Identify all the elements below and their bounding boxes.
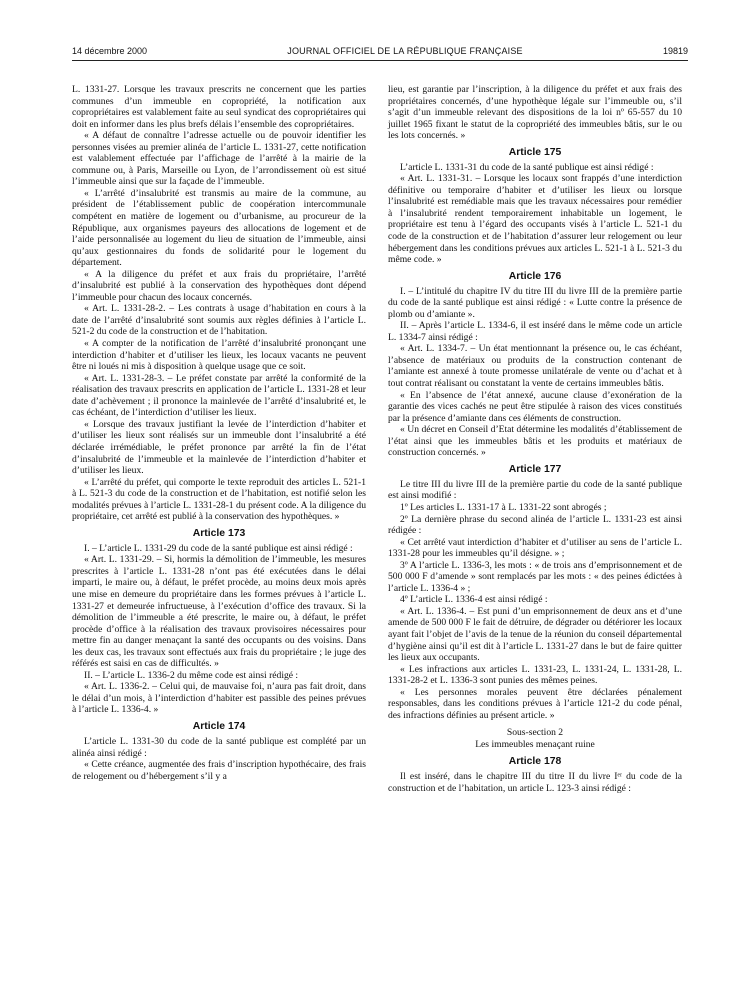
right-column: [388, 84, 682, 794]
article-heading-175: Article 175: [508, 146, 562, 158]
paragraph: « L’arrêté d’insalubrité est transmis au maire de la commune, au président de l’établissement public de coopération intercommunale compétent en matière de logement ou d’urbanisme, au procureur de la République, aux organismes payeurs des allocations de logement et de l’aide personnalisée au logement du lieu de situation de l’immeuble, ainsi qu’aux gestionnaires du fonds de solidarité pour le logement du département.: [72, 187, 366, 269]
article-heading-173: Article 173: [192, 527, 246, 539]
paragraph: « Art. L. 1336-4. – Est puni d’un emprisonnement de deux ans et d’une amende de 500 000 F le fait de détruire, de dégrader ou détériorer les locaux ayant fait l’objet de l’avis de la tenue de la réunion du conseil départemental d’hygiène ainsi qu’il est dit à l’article L. 1331-27 dans le but de faire quitter les lieux aux occupants.: [388, 605, 682, 664]
paragraph: « L’arrêté du préfet, qui comporte le texte reproduit des articles L. 521-1 à L. 521-3 du code de la construction et de l’habitation, est notifié selon les modalités prévues à l’article L. 1331-28-1 du présent code. A la diligence du propriétaire, cet arrêté est publié à la conservation des hypothèques. »: [72, 476, 366, 523]
article-heading-176: Article 176: [508, 270, 562, 282]
paragraph: « Art. L. 1336-2. – Celui qui, de mauvaise foi, n’aura pas fait droit, dans le délai d’un mois, à l’interdiction d’habiter est passible des peines prévues à l’article L. 1336-4. »: [72, 681, 366, 716]
paragraph: « Art. L. 1331-28-2. – Les contrats à usage d’habitation en cours à la date de l’arrêté d’insalubrité sont soumis aux règles définies à l’article L. 521-2 du code de la construction et de l’habitation.: [72, 303, 366, 338]
paragraph: Il est inséré, dans le chapitre III du titre II du livre Iᵉʳ du code de la construction et de l’habitation, un article L. 123-3 ainsi rédigé :: [388, 771, 682, 794]
paragraph: « Un décret en Conseil d’Etat détermine les modalités d’établissement de l’état ainsi que les immeubles bâtis et les produits et matériaux de construction concernés. »: [388, 424, 682, 459]
paragraph: L’article L. 1331-30 du code de la santé publique est complété par un alinéa ainsi rédigé :: [72, 735, 366, 759]
paragraph: lieu, est garantie par l’inscription, à la diligence du préfet et aux frais des propriétaires concernés, d’une hypothèque légale sur l’immeuble ou, s’il s’agit d’un immeuble relevant des dispositions de la loi nº 65-557 du 10 juillet 1965 fixant le statut de la copropriété des immeubles bâtis, sur le ou les lots concernés. »: [388, 84, 682, 142]
paragraph: « A compter de la notification de l’arrêté d’insalubrité prononçant une interdiction d’habiter et d’utiliser les lieux, les locaux vacants ne peuvent être ni loués ni mis à disposition à quelque usage que ce soit.: [72, 338, 366, 373]
page-header: [72, 44, 688, 58]
paragraph: « A défaut de connaître l’adresse actuelle ou de pouvoir identifier les personnes visées au premier alinéa de l’article L. 1331-27, cette notification est valablement effectuée par l’affichage de l’arrêté à la mairie de la commune ou, à Paris, Marseille ou Lyon, de l’arrondissement où est situé l’immeuble ainsi que sur la façade de l’immeuble.: [72, 130, 366, 188]
paragraph: « Art. L. 1331-28-3. – Le préfet constate par arrêté la conformité de la réalisation des travaux prescrits en application de l’article L. 1331-28 et leur date d’achèvement ; il prononce la mainlevée de l’arrêté d’insalubrité et, le cas échéant, de l’interdiction d’utiliser les lieux.: [72, 372, 366, 419]
paragraph: « A la diligence du préfet et aux frais du propriétaire, l’arrêté d’insalubrité est publié à la conservation des hypothèques dont dépend l’immeuble pour chacun des locaux concernés.: [72, 268, 366, 303]
paragraph: « Art. L. 1331-29. – Si, hormis la démolition de l’immeuble, les mesures prescrites à l’article L. 1331-28 n’ont pas été exécutées dans le délai imparti, le maire ou, à défaut, le préfet procède, au moins deux mois après une mise en demeure du propriétaire dans les formes prévues à l’article L. 1331-27 et demeurée infructueuse, à l’exécution d’office des travaux. Si la démolition de l’immeuble a été prescrite, le maire ou, à défaut, le préfet procède d’office à la réalisation des travaux provisoires nécessaires pour mettre fin au danger menaçant la santé des occupants ou des voisins. Dans les deux cas, les travaux sont effectués aux frais du propriétaire ; le juge des référés est saisi en cas de difficultés. »: [72, 554, 366, 670]
paragraph: « Les personnes morales peuvent être déclarées pénalement responsables, dans les conditions prévues à l’article 121-2 du code pénal, des infractions définies au présent article. »: [388, 686, 682, 721]
article-heading-177: Article 177: [508, 463, 562, 475]
paragraph: Le titre III du livre III de la première partie du code de la santé publique est ainsi modifié :: [388, 478, 682, 502]
header-page-number: 19819: [662, 46, 688, 56]
header-date: 14 décembre 2000: [72, 46, 148, 56]
paragraph: « Art. L. 1331-31. – Lorsque les locaux sont frappés d’une interdiction définitive ou temporaire d’habiter et d’utiliser les lieux ou lorsque l’insalubrité est remédiable mais que les travaux nécessaires pour remédier à l’insalubrité rendent temporairement inhabitable un logement, le propriétaire est tenu à l’égard des occupants visés à l’article L. 521-1 du code de la construction et de l’habitation d’assurer leur relogement ou leur hébergement dans les conditions prévues aux articles L. 521-1 à L. 521-3 du même code. »: [388, 173, 682, 266]
paragraph: L’article L. 1331-31 du code de la santé publique est ainsi rédigé :: [400, 161, 654, 173]
paragraph: 2º La dernière phrase du second alinéa de l’article L. 1331-23 est ainsi rédigée :: [388, 513, 682, 537]
paragraph: 3º A l’article L. 1336-3, les mots : « de trois ans d’emprisonnement et de 500 000 F d’amende » sont remplacés par les mots : « des peines édictées à l’article L. 1336-4 » ;: [388, 559, 682, 594]
paragraph: « Les infractions aux articles L. 1331-23, L. 1331-24, L. 1331-28, L. 1331-28-2 et L. 1336-3 sont punies des mêmes peines.: [388, 663, 682, 687]
paragraph: I. – L’intitulé du chapitre IV du titre III du livre III de la première partie du code de la santé publique est ainsi rédigé : « Lutte contre la présence de plomb ou d’amiante ».: [388, 285, 682, 320]
paragraph: II. – Après l’article L. 1334-6, il est inséré dans le même code un article L. 1334-7 ainsi rédigé :: [388, 320, 682, 343]
paragraph: « En l’absence de l’état annexé, aucune clause d’exonération de la garantie des vices cachés ne peut être stipulée à raison des vices constitués par la présence d’amiante dans ces éléments de construction.: [388, 389, 682, 424]
header-journal-title: JOURNAL OFFICIEL DE LA RÉPUBLIQUE FRANÇAISE: [287, 46, 523, 56]
left-column: [72, 84, 366, 782]
subsection-label: Sous-section 2: [506, 727, 564, 739]
paragraph: « Lorsque des travaux justifiant la levée de l’interdiction d’habiter et d’utiliser les lieux sont réalisés sur un immeuble dont l’insalubrité a été déclarée irrémédiable, le préfet prononce par arrêté la fin de l’état d’insalubrité de l’immeuble et la mainlevée de l’interdiction d’habiter et d’utiliser les lieux.: [72, 418, 366, 477]
article-heading-178: Article 178: [508, 756, 562, 768]
paragraph: « Cet arrêté vaut interdiction d’habiter et d’utiliser au sens de l’article L. 1331-28 pour les immeubles qu’il désigne. » ;: [388, 536, 682, 560]
article-heading-174: Article 174: [192, 720, 246, 732]
subsection-title: Les immeubles menaçant ruine: [475, 739, 595, 751]
paragraph: 1º Les articles L. 1331-17 à L. 1331-22 sont abrogés ;: [400, 501, 607, 513]
paragraph: I. – L’article L. 1331-29 du code de la santé publique est ainsi rédigé :: [84, 542, 353, 554]
paragraph: « Cette créance, augmentée des frais d’inscription hypothécaire, des frais de relogement ou d’hébergement s’il y a: [72, 759, 366, 782]
paragraph: 4º L’article L. 1336-4 est ainsi rédigé :: [400, 594, 548, 606]
paragraph: L. 1331-27. Lorsque les travaux prescrits ne concernent que les parties communes d’un immeuble en copropriété, la notification aux copropriétaires est valablement faite au seul syndicat des copropriétaires qui doit en informer dans les plus brefs délais l’ensemble des copropriétaires.: [72, 84, 366, 130]
header-rule: [72, 60, 688, 61]
paragraph: « Art. L. 1334-7. – Un état mentionnant la présence ou, le cas échéant, l’absence de matériaux ou produits de la construction contenant de l’amiante est annexé à toute promesse unilatérale de vente ou d’achat et à tout contrat réalisant ou constatant la vente de certains immeubles bâtis.: [388, 343, 682, 390]
paragraph: II. – L’article L. 1336-2 du même code est ainsi rédigé :: [84, 669, 299, 681]
